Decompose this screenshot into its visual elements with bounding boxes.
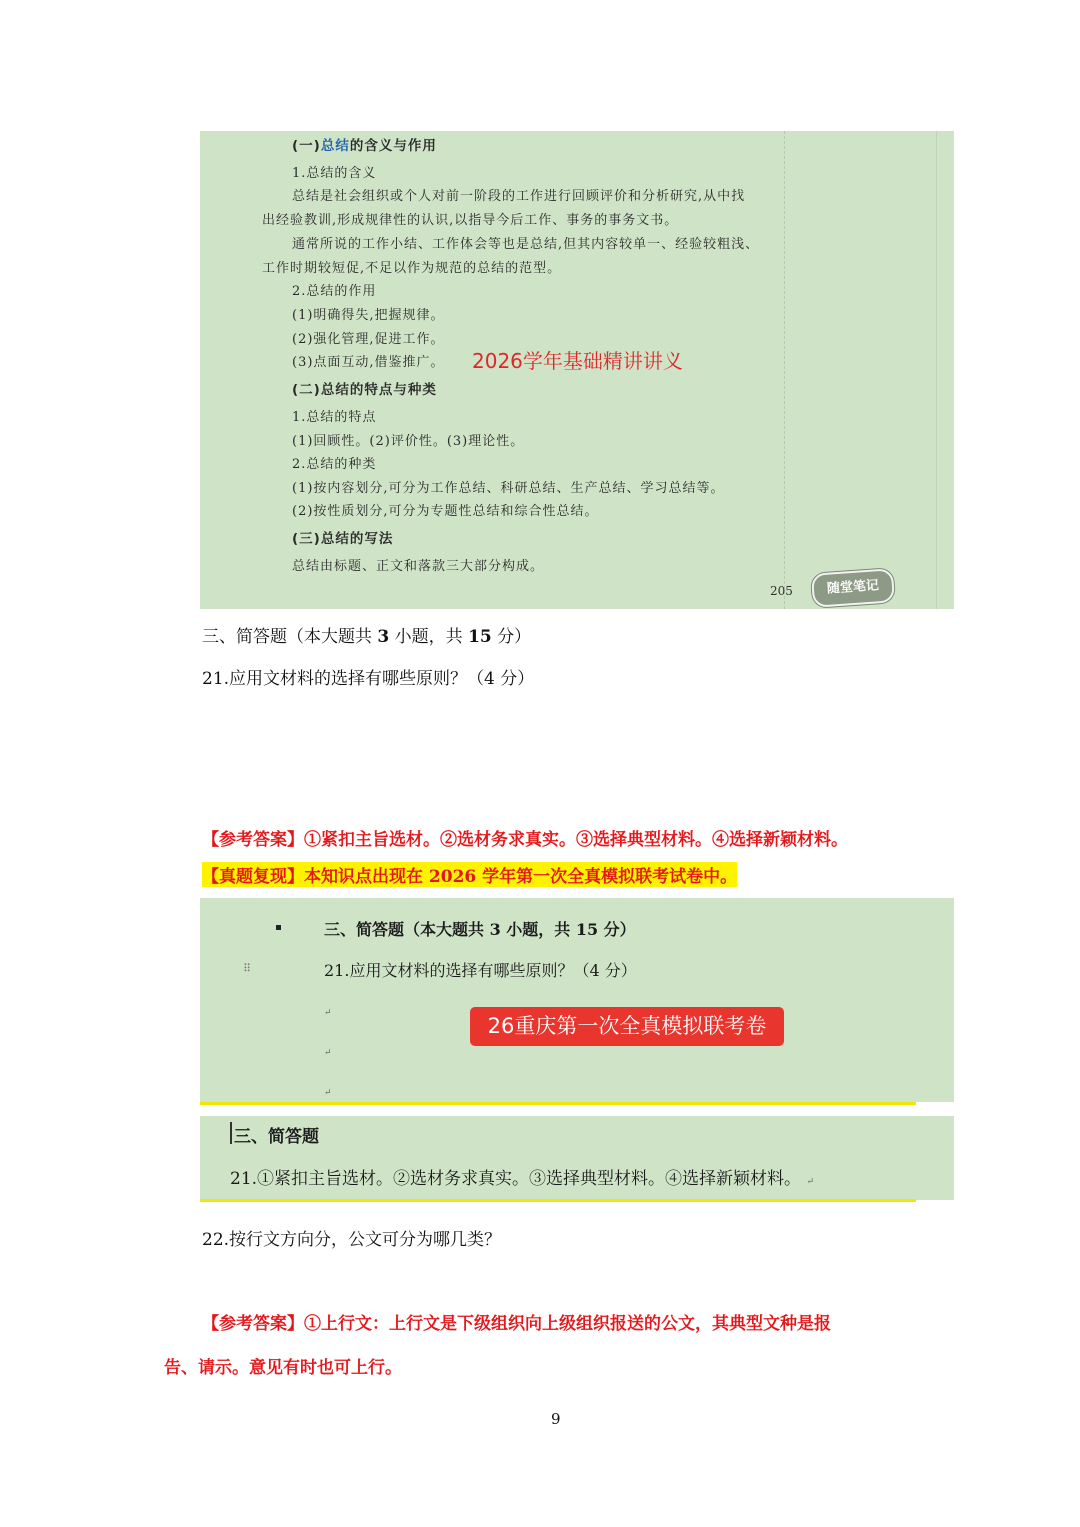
textbook-line: (1)回顾性。(2)评价性。(3)理论性。 — [292, 434, 525, 449]
textbook-line: 2.总结的作用 — [292, 284, 377, 299]
textbook-line: (1)按内容划分,可分为工作总结、科研总结、生产总结、学习总结等。 — [292, 481, 725, 496]
question-21: 21.应用文材料的选择有哪些原则？（4 分） — [202, 669, 535, 689]
textbook-page-number: 205 — [770, 584, 793, 598]
textbook-heading-1: (一)总结的含义与作用 — [292, 138, 437, 154]
return-mark-icon: ↵ — [806, 1177, 814, 1187]
textbook-line: 总结由标题、正文和落款三大部分构成。 — [292, 559, 545, 574]
exam-source-label: 26重庆第一次全真模拟联考卷 — [470, 1007, 784, 1046]
exam-paper-screenshot — [200, 898, 954, 1102]
textbook-heading-2: (二)总结的特点与种类 — [292, 382, 437, 398]
textbook-line: 1.总结的特点 — [292, 410, 377, 425]
margin-dashed-rule — [784, 131, 785, 609]
bullet-icon — [276, 925, 281, 930]
page-number: 9 — [551, 1410, 561, 1428]
exam-question: 21.应用文材料的选择有哪些原则？（4 分） — [324, 961, 637, 980]
textbook-watermark-label: 2026学年基础精讲讲义 — [472, 349, 683, 373]
textbook-excerpt-image — [200, 131, 954, 609]
highlight-underline — [200, 1102, 916, 1105]
textbook-line: 总结是社会组织或个人对前一阶段的工作进行回顾评价和分析研究,从中找 — [292, 189, 746, 204]
textbook-line: 1.总结的含义 — [292, 166, 377, 181]
exam-heading: 三、简答题（本大题共 3 小题，共 15 分） — [324, 920, 636, 939]
textbook-line: 通常所说的工作小结、工作体会等也是总结,但其内容较单一、经验较粗浅、 — [292, 237, 760, 252]
answer-22-line1: 【参考答案】①上行文：上行文是下级组织向上级组织报送的公文，其典型文种是报 — [202, 1314, 831, 1334]
textbook-line: (2)按性质划分,可分为专题性总结和综合性总结。 — [292, 504, 599, 519]
textbook-heading-3: (三)总结的写法 — [292, 531, 394, 547]
drag-grip-icon: ⠿ — [243, 962, 251, 975]
textbook-line: 出经验教训,形成规律性的认识,以指导今后工作、事务的事务文书。 — [262, 213, 679, 228]
answer-21: 【参考答案】①紧扣主旨选材。②选材务求真实。③选择典型材料。④选择新颖材料。 — [202, 830, 848, 850]
textbook-line: (1)明确得失,把握规律。 — [292, 308, 445, 323]
return-mark-icon: ↵ — [324, 1088, 332, 1098]
textbook-line: (3)点面互动,借鉴推广。 — [292, 355, 445, 370]
question-22: 22.按行文方向分，公文可分为哪几类？ — [202, 1230, 502, 1250]
return-mark-icon: ↵ — [324, 1048, 332, 1058]
answer-key-screenshot — [200, 1116, 954, 1200]
return-mark-icon: ↵ — [324, 1008, 332, 1018]
text-cursor — [230, 1122, 232, 1144]
notes-badge: 随堂笔记 — [811, 568, 895, 608]
section-heading: 三、简答题（本大题共 3 小题，共 15 分） — [202, 627, 532, 647]
answer-22-line2: 告、请示。意见有时也可上行。 — [164, 1358, 402, 1378]
answer-key-text: 21.①紧扣主旨选材。②选材务求真实。③选择典型材料。④选择新颖材料。 ↵ — [230, 1169, 814, 1189]
answer-key-heading: 三、简答题 — [234, 1127, 319, 1147]
textbook-line: (2)强化管理,促进工作。 — [292, 332, 445, 347]
margin-rule — [936, 131, 937, 609]
recall-note: 【真题复现】本知识点出现在 2026 学年第一次全真模拟联考试卷中。 — [202, 862, 737, 887]
textbook-line: 2.总结的种类 — [292, 457, 377, 472]
highlight-underline — [200, 1199, 916, 1202]
textbook-line: 工作时期较短促,不足以作为规范的总结的范型。 — [262, 261, 562, 276]
